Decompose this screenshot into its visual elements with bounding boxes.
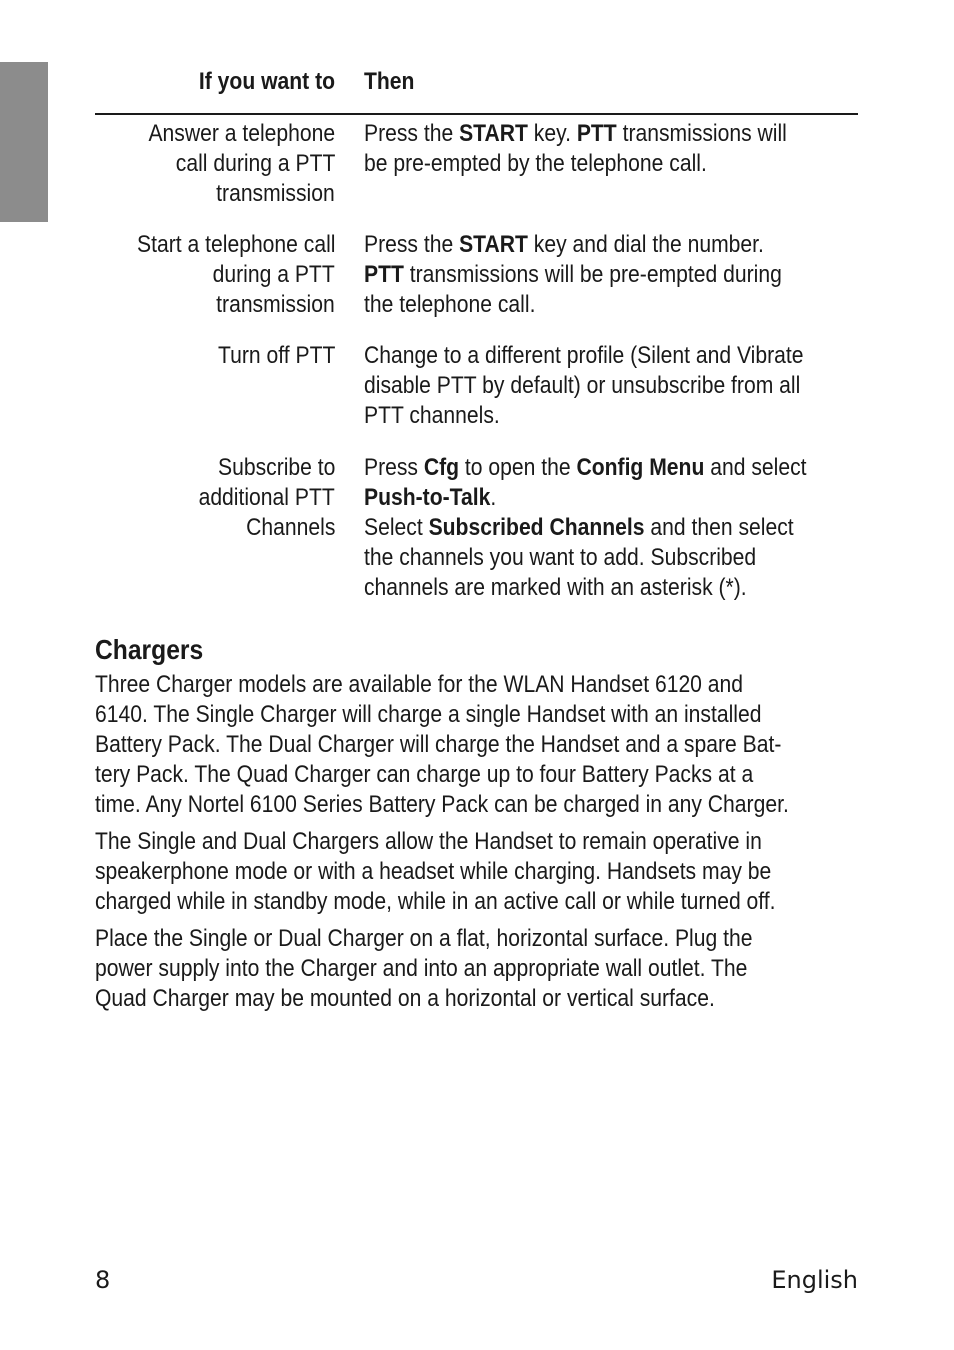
want-line (95, 483, 335, 513)
want-cell (95, 453, 335, 603)
then-line (364, 290, 858, 320)
then-cell (364, 230, 858, 320)
paragraph-text: Quad Charger may be mounted on a horizontal or vertical surface. (95, 985, 715, 1012)
paragraph-text: tery Pack. The Quad Charger can charge up to four Battery Packs at a (95, 761, 754, 788)
header-if-you-want-to: If you want to (198, 68, 335, 95)
ptt-action-table (95, 64, 858, 601)
text-run: . (490, 484, 497, 511)
then-text (364, 119, 787, 149)
bold-term: START (459, 120, 528, 147)
paragraph-line (95, 700, 883, 730)
then-text (364, 290, 535, 320)
text-run: Change to a different profile (Silent and Vibrate (364, 342, 804, 369)
then-line (364, 149, 858, 179)
bold-term: START (459, 231, 528, 258)
then-text (364, 260, 782, 290)
then-line (364, 401, 858, 431)
bold-term: Subscribed Channels (428, 514, 645, 541)
paragraph-line (95, 730, 883, 760)
paragraph-text: 6140. The Single Charger will charge a single Handset with an installed (95, 701, 762, 728)
then-text (364, 371, 800, 401)
text-run: to open the (459, 454, 577, 481)
want-line (95, 453, 335, 483)
want-line (95, 119, 335, 149)
text-run: and then select (644, 514, 794, 541)
chargers-heading: Chargers (95, 634, 204, 665)
want-cell (95, 341, 335, 431)
want-line (95, 149, 335, 179)
want-text: transmission (216, 180, 335, 207)
header-then: Then (364, 68, 415, 95)
then-text (364, 149, 707, 179)
want-text: during a PTT (212, 261, 335, 288)
paragraph-line (95, 984, 842, 1014)
bold-term: Push-to-Talk (364, 484, 491, 511)
then-line (364, 453, 858, 483)
text-run: PTT channels. (364, 402, 500, 429)
chapter-tab-marker (0, 62, 48, 222)
then-text (364, 453, 807, 483)
text-run: Press the (364, 231, 460, 258)
page-number: 8 (95, 1266, 111, 1294)
paragraph-text: time. Any Nortel 6100 Series Battery Pack can be charged in any Charger. (95, 791, 789, 818)
text-run: Press (364, 454, 424, 481)
paragraph-text: charged while in standby mode, while in an active call or while turned off. (95, 888, 776, 915)
footer-language: English (771, 1266, 858, 1294)
text-run: the telephone call. (364, 291, 536, 318)
then-text (364, 513, 794, 543)
paragraph-line (95, 790, 883, 820)
paragraph-line (95, 857, 868, 887)
table-header (95, 64, 858, 115)
want-line (95, 341, 335, 371)
then-line (364, 119, 858, 149)
then-line (364, 483, 858, 513)
bold-term: Cfg (423, 454, 460, 481)
text-run: Press the (364, 120, 460, 147)
then-text (364, 483, 496, 513)
then-line (364, 573, 858, 603)
want-text: transmission (216, 291, 335, 318)
table-row (95, 341, 858, 431)
want-line (95, 513, 335, 543)
table-row (95, 230, 858, 320)
text-run: key. (527, 120, 577, 147)
body-paragraph (95, 827, 868, 917)
text-run: Select (364, 514, 429, 541)
section-heading (95, 633, 895, 667)
paragraph-text: power supply into the Charger and into an appropriate wall outlet. The (95, 955, 748, 982)
then-line (364, 230, 858, 260)
text-run: transmissions will (616, 120, 787, 147)
paragraph-line (95, 954, 842, 984)
then-cell (364, 453, 858, 603)
bold-term: PTT (364, 261, 404, 288)
want-text: Subscribe to (217, 454, 335, 481)
text-run: and select (704, 454, 807, 481)
paragraph-line (95, 670, 883, 700)
then-line (364, 341, 858, 371)
then-line (364, 371, 858, 401)
then-text (364, 341, 804, 371)
table-row (95, 119, 858, 209)
body-paragraph (95, 924, 842, 1014)
paragraph-text: Three Charger models are available for the WLAN Handset 6120 and (95, 671, 744, 698)
bold-term: Config Menu (576, 454, 705, 481)
chargers-section (95, 633, 895, 1012)
text-run: transmissions will be pre-empted during (403, 261, 782, 288)
bold-term: PTT (576, 120, 617, 147)
paragraph-text: Battery Pack. The Dual Charger will charge the Handset and a spare Bat- (95, 731, 782, 758)
paragraph-text: Place the Single or Dual Charger on a flat, horizontal surface. Plug the (95, 925, 753, 952)
want-text: Answer a telephone (148, 120, 335, 147)
text-run: disable PTT by default) or unsubscribe from all (364, 372, 801, 399)
want-line (95, 230, 335, 260)
text-run: be pre-empted by the telephone call. (364, 150, 707, 177)
then-line (364, 543, 858, 573)
then-cell (364, 119, 858, 209)
paragraph-text: speakerphone mode or with a headset while charging. Handsets may be (95, 858, 772, 885)
paragraph-line (95, 924, 842, 954)
text-run: the channels you want to add. Subscribed (364, 544, 757, 571)
then-text (364, 230, 764, 260)
want-text: Channels (245, 514, 335, 541)
then-text (364, 543, 756, 573)
want-text: Turn off PTT (217, 342, 335, 369)
want-cell (95, 230, 335, 320)
then-text (364, 573, 747, 603)
want-cell (95, 119, 335, 209)
then-text (364, 401, 500, 431)
want-line (95, 290, 335, 320)
want-text: Start a telephone call (136, 231, 335, 258)
body-paragraph (95, 670, 883, 820)
paragraph-line (95, 760, 883, 790)
want-line (95, 260, 335, 290)
then-cell (364, 341, 858, 431)
want-text: additional PTT (198, 484, 335, 511)
want-text: call during a PTT (175, 150, 335, 177)
want-line (95, 179, 335, 209)
paragraph-text: The Single and Dual Chargers allow the Handset to remain operative in (95, 828, 762, 855)
then-line (364, 260, 858, 290)
text-run: channels are marked with an asterisk (*). (364, 574, 747, 601)
paragraph-line (95, 887, 868, 917)
then-line (364, 513, 858, 543)
text-run: key and dial the number. (527, 231, 764, 258)
paragraph-line (95, 827, 868, 857)
table-row (95, 453, 858, 603)
